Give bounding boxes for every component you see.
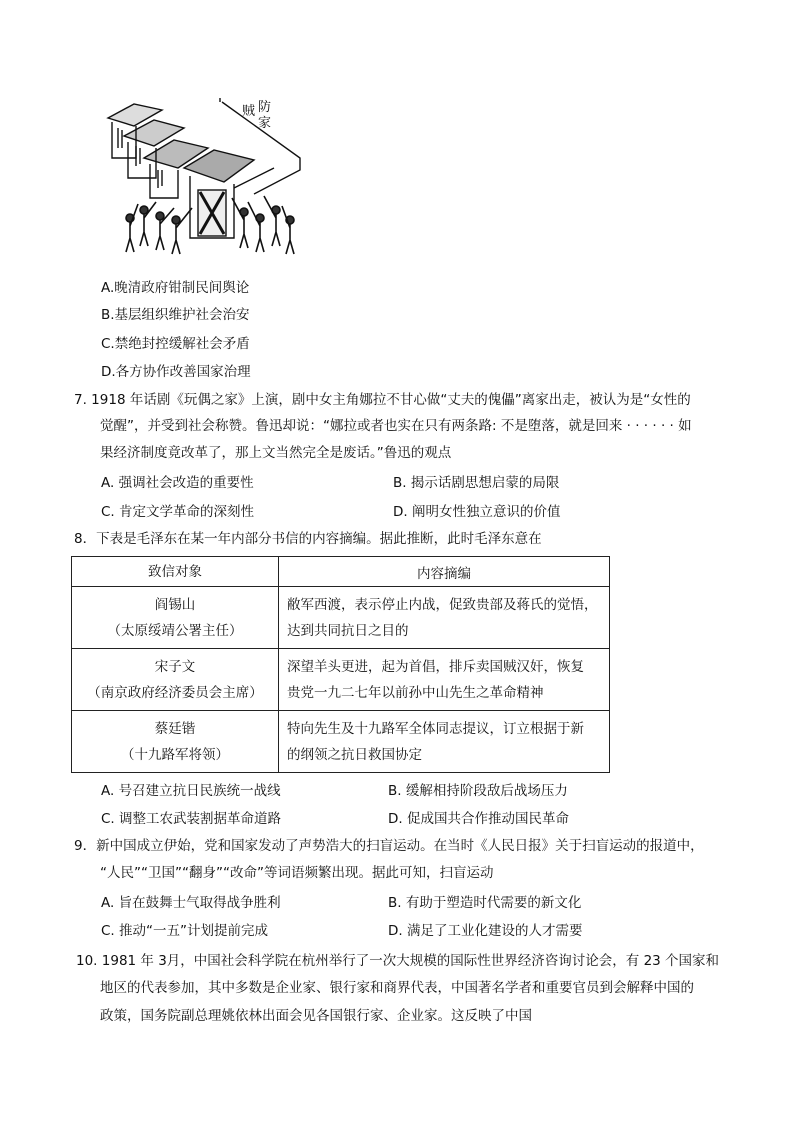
illustration-figure: [104, 98, 304, 260]
q6-option-c: C.禁绝封控缓解社会矛盾: [101, 336, 250, 352]
q7-option-c: C. 肯定文学革命的深刻性: [101, 504, 255, 520]
table-row: [72, 587, 610, 649]
guarded-houses-drawing: [104, 98, 304, 260]
q7-option-b: B. 揭示话剧思想启蒙的局限: [393, 475, 560, 491]
q9-option-b: B. 有助于塑造时代需要的新文化: [388, 895, 582, 911]
q7-stem-line2: 觉醒”，并受到社会称赞。鲁迅却说：“娜拉或者也实在只有两条路: 不是堕落，就是回来 · · · · · · 如: [100, 418, 692, 434]
content-line: 的纲领之抗日救国协定: [287, 746, 422, 763]
content-cell: [279, 587, 610, 649]
recipient-name: 宋子文: [154, 658, 196, 675]
recipient-title: （十九路军将领）: [121, 746, 229, 763]
q6-option-d: D.各方协作改善国家治理: [101, 364, 251, 380]
q9-stem-line1: 9．新中国成立伊始，党和国家发动了声势浩大的扫盲运动。在当时《人民日报》关于扫盲运动的报道中，: [74, 838, 704, 854]
table-row: [72, 649, 610, 711]
q7-stem-line3: 果经济制度竟改革了，那上文当然完全是废话。”鲁迅的观点: [100, 445, 452, 461]
table-header-content: 内容摘编: [279, 557, 610, 587]
letters-table: [71, 556, 610, 773]
content-line: 贵党一九二七年以前孙中山先生之革命精神: [287, 684, 544, 701]
recipient-cell: [72, 587, 279, 649]
q8-option-c: C. 调整工农武装割据革命道路: [101, 811, 282, 827]
q8-option-b: B. 缓解相持阶段敌后战场压力: [388, 783, 568, 799]
recipient-name: 蔡廷锴: [154, 720, 196, 737]
q7-option-d: D. 阐明女性独立意识的价值: [393, 504, 561, 520]
q7-option-a: A. 强调社会改造的重要性: [101, 475, 254, 491]
recipient-title: （南京政府经济委员会主席）: [87, 684, 263, 701]
recipient-cell: [72, 711, 279, 773]
q7-stem-line1: 7. 1918 年话剧《玩偶之家》上演，剧中女主角娜拉不甘心做“丈夫的傀儡”离家出走，被认为是“女性的: [74, 392, 691, 408]
content-line: 深望羊头更进，起为首倡，排斥卖国贼汉奸，恢复: [287, 658, 584, 675]
content-cell: [279, 711, 610, 773]
q9-option-c: C. 推动“一五”计划提前完成: [101, 923, 268, 939]
q9-stem-line2: “人民”“卫国”“翻身”“改命”等词语频繁出现。据此可知，扫盲运动: [100, 865, 494, 881]
table-header-row: [72, 557, 610, 587]
content-line: 特向先生及十九路军全体同志提议，订立根据于新: [287, 720, 584, 737]
table-header-recipient: 致信对象: [72, 557, 279, 587]
q10-stem-line1: 10. 1981 年 3月，中国社会科学院在杭州举行了一次大规模的国际性世界经济咨询讨论会，有 23 个国家和: [76, 953, 720, 969]
caption-char-zei: 贼: [242, 104, 256, 119]
q10-stem-line3: 政策，国务院副总理姚依林出面会见各国银行家、企业家。这反映了中国: [100, 1008, 532, 1024]
q9-option-d: D. 满足了工业化建设的人才需要: [388, 923, 583, 939]
content-cell: [279, 649, 610, 711]
q8-option-d: D. 促成国共合作推动国民革命: [388, 811, 569, 827]
caption-char-fang: 防: [258, 100, 272, 115]
content-line: 达到共同抗日之目的: [287, 622, 409, 639]
recipient-title: （太原绥靖公署主任）: [107, 622, 243, 639]
recipient-name: 阎锡山: [154, 596, 196, 613]
content-line: 敝军西渡，表示停止内战，促致贵部及蒋氏的觉悟，: [287, 596, 598, 613]
q6-option-b: B.基层组织维护社会治安: [101, 307, 250, 323]
q9-option-a: A. 旨在鼓舞士气取得战争胜利: [101, 895, 281, 911]
recipient-cell: [72, 649, 279, 711]
caption-char-jia: 家: [258, 116, 272, 131]
q8-option-a: A. 号召建立抗日民族统一战线: [101, 783, 281, 799]
q10-stem-line2: 地区的代表参加，其中多数是企业家、银行家和商界代表，中国著名学者和重要官员到会解释中国的: [100, 980, 694, 996]
table-row: [72, 711, 610, 773]
q8-stem: 8．下表是毛泽东在某一年内部分书信的内容摘编。据此推断，此时毛泽东意在: [74, 531, 542, 547]
q6-option-a: A.晚清政府钳制民间舆论: [101, 280, 250, 296]
